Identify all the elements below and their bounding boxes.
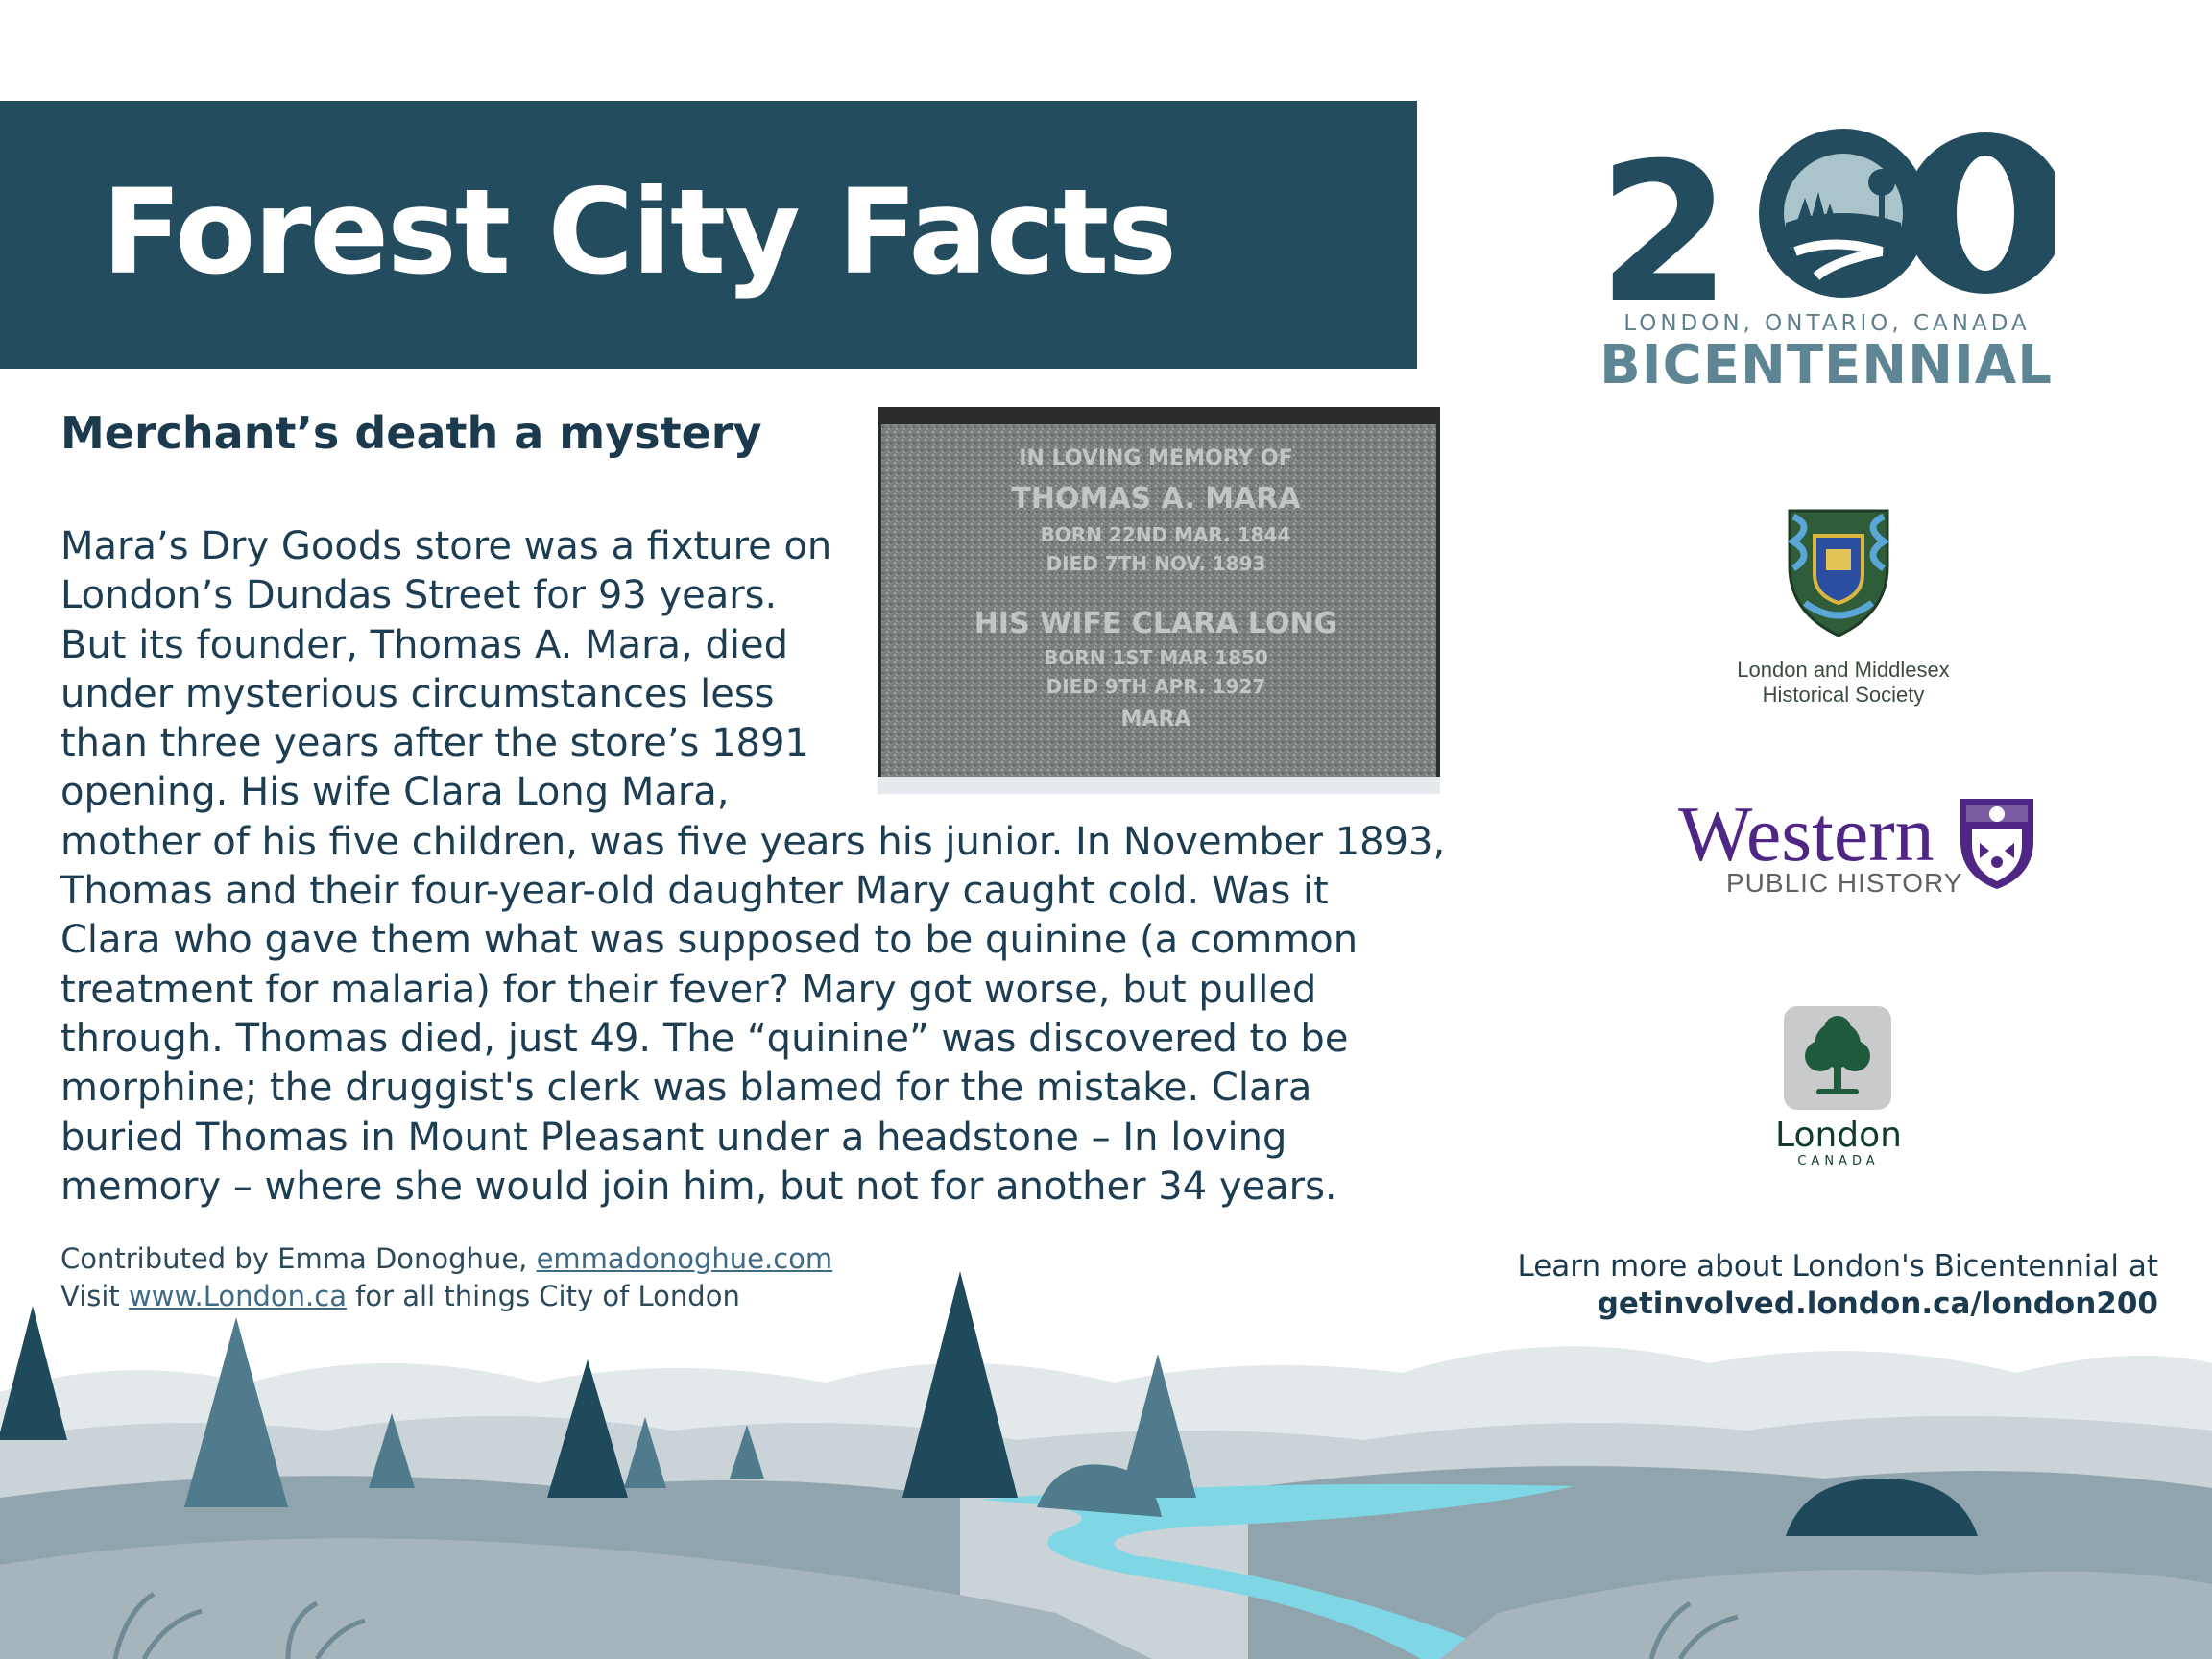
logo-location: LONDON, ONTARIO, CANADA — [1623, 311, 2031, 336]
svg-text:DIED 9TH APR. 1927: DIED 9TH APR. 1927 — [1046, 675, 1266, 698]
body-line: mother of his five children, was five years his junior. In November 1893, — [60, 819, 1446, 864]
logo-wordmark: BICENTENNIAL — [1599, 334, 2053, 397]
body-line: treatment for malaria) for their fever? Mary got worse, but pulled — [60, 967, 1317, 1012]
body-line: under mysterious circumstances less — [60, 671, 775, 716]
logo-200-graphic — [1594, 108, 2055, 311]
bicentennial-url[interactable]: getinvolved.london.ca/london200 — [1597, 1286, 2158, 1321]
western-shield-icon — [1959, 797, 2035, 891]
svg-text:BORN 22ND MAR. 1844: BORN 22ND MAR. 1844 — [1040, 523, 1291, 546]
svg-text:DIED 7TH NOV. 1893: DIED 7TH NOV. 1893 — [1046, 552, 1266, 575]
body-line: buried Thomas in Mount Pleasant under a headstone – In loving — [60, 1115, 1287, 1160]
city-of-london-logo — [1767, 1006, 1911, 1169]
body-line: Mara’s Dry Goods store was a fixture on — [60, 524, 832, 568]
contributor-link[interactable]: emmadonoghue.com — [536, 1242, 833, 1275]
page-title: Forest City Facts — [102, 164, 1175, 301]
body-line: Thomas and their four-year-old daughter Mary caught cold. Was it — [60, 869, 1329, 914]
body-line: memory – where she would join him, but not for another 34 years. — [60, 1164, 1337, 1209]
western-wordmark: Western — [1678, 790, 1935, 878]
article-body — [60, 522, 1445, 1212]
contributor-text: Contributed by Emma Donoghue, — [60, 1242, 537, 1275]
svg-text:MARA: MARA — [1120, 708, 1191, 732]
learn-more-text: Learn more about London's Bicentennial at — [1517, 1249, 2158, 1284]
mhs-line: London and Middlesex — [1737, 658, 1950, 682]
london-subtitle: CANADA — [1797, 1154, 1880, 1168]
historical-society-crest-icon — [1786, 507, 1891, 639]
london-ca-link[interactable]: www.London.ca — [129, 1280, 347, 1312]
svg-text:THOMAS A. MARA: THOMAS A. MARA — [1011, 482, 1301, 516]
article-heading: Merchant’s death a mystery — [60, 407, 762, 459]
body-line: But its founder, Thomas A. Mara, died — [60, 622, 788, 667]
svg-text:HIS WIFE CLARA LONG: HIS WIFE CLARA LONG — [974, 607, 1338, 640]
london-tree-icon — [1767, 1006, 1911, 1112]
visit-suffix: for all things City of London — [346, 1280, 740, 1312]
historical-society-name — [1671, 658, 2016, 708]
landscape-illustration — [0, 1248, 2212, 1659]
svg-text:IN LOVING MEMORY OF: IN LOVING MEMORY OF — [1019, 446, 1293, 470]
title-banner — [0, 101, 1417, 369]
svg-text:BORN 1ST MAR 1850: BORN 1ST MAR 1850 — [1044, 646, 1268, 669]
visit-prefix: Visit — [60, 1280, 130, 1312]
body-line: opening. His wife Clara Long Mara, — [60, 770, 730, 815]
body-line: morphine; the druggist's clerk was blamed for the mistake. Clara — [60, 1066, 1312, 1111]
body-line: Clara who gave them what was supposed to be quinine (a common — [60, 918, 1358, 963]
london-wordmark: London — [1775, 1116, 1902, 1155]
body-line: than three years after the store’s 1891 — [60, 721, 809, 766]
western-subtitle: PUBLIC HISTORY — [1726, 868, 1963, 898]
svg-text:2: 2 — [1598, 122, 1732, 311]
western-logo — [1674, 789, 2039, 904]
bicentennial-logo — [1594, 108, 2055, 396]
body-line: through. Thomas died, just 49. The “quinine” was discovered to be — [60, 1016, 1349, 1061]
mhs-line: Historical Society — [1762, 683, 1925, 707]
body-line: London’s Dundas Street for 93 years. — [60, 573, 778, 618]
